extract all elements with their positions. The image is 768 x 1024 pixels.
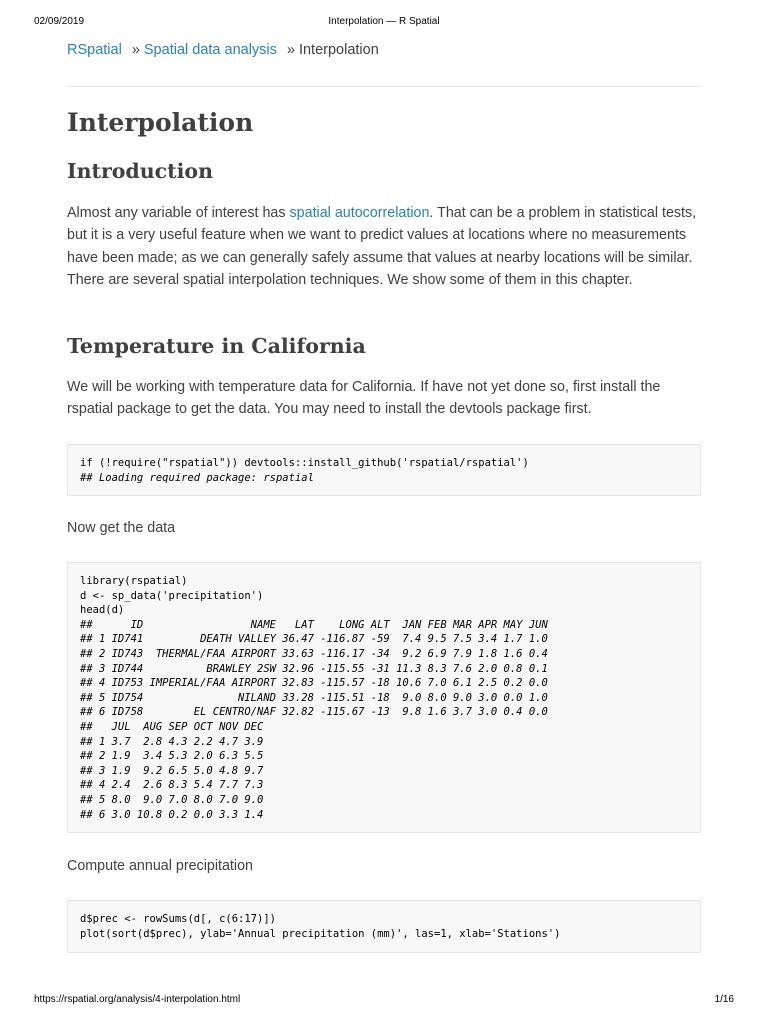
code-line: library(rspatial) bbox=[80, 575, 188, 587]
page-title: Interpolation bbox=[67, 108, 254, 137]
spatial-autocorrelation-link[interactable]: spatial autocorrelation bbox=[289, 205, 430, 221]
intro-paragraph bbox=[67, 202, 707, 291]
breadcrumb-separator: » bbox=[131, 42, 140, 58]
code-line: d$prec <- rowSums(d[, c(6:17)]) bbox=[80, 913, 276, 925]
code-output-line: ## 5 8.0 9.0 7.0 8.0 7.0 9.0 bbox=[80, 793, 264, 806]
temperature-paragraph: We will be working with temperature data for California. If have not yet done so, first install the rspatial package to get the data. You may need to install the devtools package first. bbox=[67, 379, 661, 418]
code-line: plot(sort(d$prec), ylab='Annual precipitation (mm)', las=1, xlab='Stations') bbox=[80, 927, 561, 940]
breadcrumb-home-link[interactable]: RSpatial bbox=[67, 42, 122, 58]
intro-text-after: . That can be a problem in statistical tests, but it is a very useful feature when we want to predict values at locations where no measurements have been made; as we can generally safely assume that values at nearby locations will be similar. There are several spatial interpolation techniques. We show some of them in this chapter. bbox=[67, 205, 697, 288]
section-heading-introduction: Introduction bbox=[67, 159, 213, 183]
code-output-line: ## 3 ID744 BRAWLEY 2SW 32.96 -115.55 -31 11.3 8.3 7.6 2.0 0.8 0.1 bbox=[80, 662, 548, 675]
code-output-line: ## 3 1.9 9.2 6.5 5.0 4.8 9.7 bbox=[80, 764, 264, 777]
breadcrumb-separator: » bbox=[286, 42, 295, 58]
code-text: ## Loading required package: rspatial bbox=[80, 471, 314, 484]
code-output-line: ## 2 1.9 3.4 5.3 2.0 6.3 5.5 bbox=[80, 750, 264, 763]
code-line: d <- sp_data('precipitation') bbox=[80, 589, 264, 602]
code-block-compute[interactable] bbox=[67, 900, 701, 953]
code-output-line: ## 1 3.7 2.8 4.3 2.2 4.7 3.9 bbox=[80, 735, 264, 748]
print-page-number: 1/16 bbox=[714, 994, 734, 1005]
breadcrumb-current: Interpolation bbox=[298, 42, 379, 58]
print-title: Interpolation — R Spatial bbox=[328, 16, 440, 27]
code-block-data[interactable] bbox=[67, 562, 701, 833]
intro-text-before: Almost any variable of interest has bbox=[67, 205, 290, 221]
code-output-line: ## 6 ID758 EL CENTRO/NAF 32.82 -115.67 -13 9.8 1.6 3.7 3.0 0.4 0.0 bbox=[80, 706, 548, 719]
code-output-line: ## 1 ID741 DEATH VALLEY 36.47 -116.87 -59 7.4 9.5 7.5 3.4 1.7 1.0 bbox=[80, 633, 548, 646]
breadcrumb-section-link[interactable]: Spatial data analysis bbox=[143, 42, 277, 58]
print-header bbox=[0, 16, 768, 30]
compute-paragraph: Compute annual precipitation bbox=[67, 858, 253, 874]
code-line: head(d) bbox=[80, 604, 125, 617]
code-output-line: ## 2 ID743 THERMAL/FAA AIRPORT 33.63 -116.17 -34 9.2 6.9 7.9 1.8 1.6 0.4 bbox=[80, 647, 548, 660]
code-output-line: ## ID NAME LAT LONG ALT JAN FEB MAR APR MAY JUN bbox=[80, 618, 548, 631]
section-heading-temperature: Temperature in California bbox=[67, 334, 366, 358]
code-output-line: ## 6 3.0 10.8 0.2 0.0 3.3 1.4 bbox=[80, 808, 264, 821]
code-output-line bbox=[80, 471, 700, 486]
print-url: https://rspatial.org/analysis/4-interpolation.html bbox=[34, 994, 241, 1005]
header-divider bbox=[67, 86, 701, 87]
code-text: if (!require("rspatial")) devtools::install_github('rspatial/rspatial') bbox=[80, 457, 529, 469]
code-output-line: ## 5 ID754 NILAND 33.28 -115.51 -18 9.0 8.0 9.0 3.0 0.0 1.0 bbox=[80, 691, 548, 704]
print-date: 02/09/2019 bbox=[34, 16, 85, 27]
get-data-paragraph: Now get the data bbox=[67, 520, 176, 536]
breadcrumb bbox=[67, 42, 379, 58]
code-output-line: ## 4 ID753 IMPERIAL/FAA AIRPORT 32.83 -115.57 -18 10.6 7.0 6.1 2.5 0.2 0.0 bbox=[80, 677, 548, 690]
code-output-line: ## JUL AUG SEP OCT NOV DEC bbox=[80, 720, 264, 733]
code-output-line: ## 4 2.4 2.6 8.3 5.4 7.7 7.3 bbox=[80, 779, 264, 792]
code-block-install[interactable] bbox=[67, 444, 701, 496]
code-line bbox=[80, 456, 700, 471]
